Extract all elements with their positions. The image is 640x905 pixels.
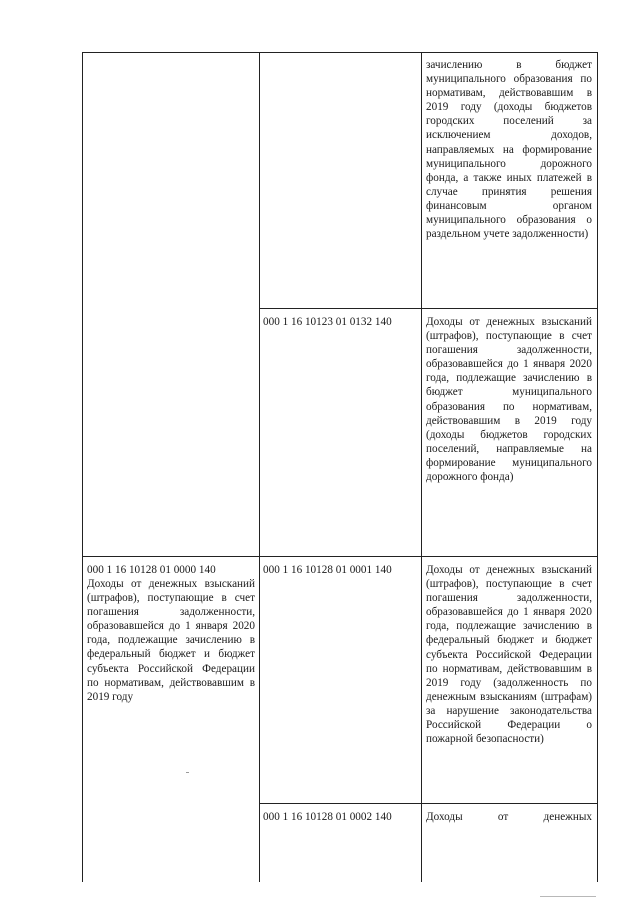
table-cell-code: 000 1 16 10128 01 0001 140: [263, 564, 392, 576]
revenue-code-table: [82, 52, 598, 882]
table-cell-group-code: 000 1 16 10128 01 0000 140: [87, 564, 216, 576]
scan-speck: [186, 772, 189, 773]
table-cell-description: Доходы от денежных взысканий (штрафов), поступающие в счет погашения задолженности, образовавшейся до 1 января 2020 года, подлежащие зачислению в бюджет муниципального образования по нормативам, действовавшим в 2019 году (доходы бюджетов городских поселений, направляемые на формирование муниципального дорожного фонда): [426, 316, 592, 484]
row-separator: [82, 556, 598, 557]
table-cell-description: Доходы от денежных: [426, 811, 592, 823]
table-border-right: [597, 52, 598, 882]
table-cell-description: зачислению в бюджет муниципального образования по нормативам, действовавшим в 2019 году (доходы бюджетов городских поселений за исключением доходов, направляемых на формирование муниципального дорожного фонда, а также иных платежей в случае принятия решения финансовым органом муниципального образования о раздельном учете задолженности): [426, 59, 592, 241]
table-border-col2: [421, 52, 422, 882]
table-cell-description: Доходы от денежных взысканий (штрафов), поступающие в счет погашения задолженности, образовавшейся до 1 января 2020 года, подлежащие зачислению в федеральный бюджет и бюджет субъекта Российской Федерации по нормативам, действовавшим в 2019 году (задолженность по денежным взысканиям (штрафам) за нарушение законодательства Российской Федерации о пожарной безопасности): [426, 564, 592, 746]
table-cell-code: 000 1 16 10123 01 0132 140: [263, 316, 392, 328]
table-border-col1: [259, 52, 260, 882]
table-border-left: [82, 52, 83, 882]
table-cell-group-description: Доходы от денежных взысканий (штрафов), поступающие в счет погашения задолженности, образовавшейся до 1 января 2020 года, подлежащие зачислению в федеральный бюджет и бюджет субъекта Российской Федерации по нормативам, действовавшим в 2019 году: [87, 578, 255, 703]
row-separator: [259, 803, 598, 804]
row-separator: [259, 308, 598, 309]
table-cell-code: 000 1 16 10128 01 0002 140: [263, 811, 392, 823]
table-border-top: [82, 52, 598, 53]
scan-speck: [540, 896, 596, 897]
